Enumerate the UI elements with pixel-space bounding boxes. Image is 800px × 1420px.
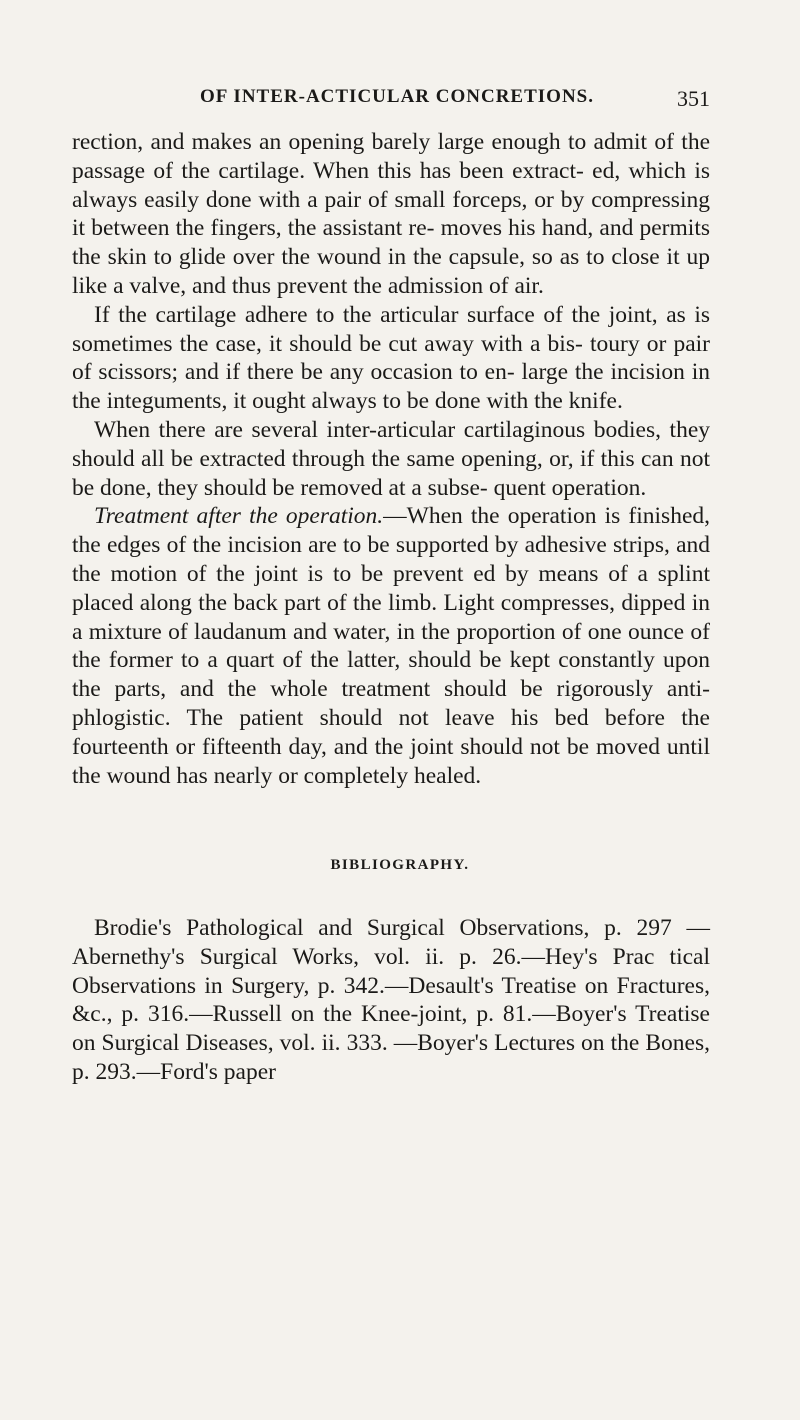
treatment-heading: Treatment after the operation. [94, 503, 384, 530]
bibliography-heading: BIBLIOGRAPHY. [330, 857, 470, 873]
bibliography [72, 914, 710, 1087]
treatment-text: —When the operation is finished, the edges of the incision are to be supported by adhesive strips, and the motion of the joint is to be prevent ed by means of a splint placed along the back part of the limb. Light compresses, dipped in a mixture of laudanum and water, in the proportion of one ounce of the former to a quart of the latter, should be kept constantly upon the parts, and the whole treatment should be rigorously anti- phlogistic. The patient should not leave his bed before the fourteenth or fifteenth day, and the joint should not be moved until the wound has nearly or completely healed. [72, 503, 710, 789]
main-text [72, 128, 710, 790]
paragraph: If the cartilage adhere to the articular surface of the joint, as is sometimes the case, it should be cut away with a bis- toury or pair of scissors; and if there be any occasion to en- large the incision in the integuments, it ought always to be done with the knife. [72, 301, 710, 415]
treatment-paragraph [72, 502, 710, 790]
running-title: OF INTER-ACTICULAR CONCRETIONS. [200, 86, 594, 107]
paragraph: rection, and makes an opening barely large enough to admit of the passage of the cartilage. When this has been extract- ed, which is always easily done with a pair of small forceps, or by compressing it between the fingers, the assistant re- moves his hand, and permits the skin to glide over the wound in the capsule, so as to close it up like a valve, and thus prevent the admission of air. [72, 129, 710, 299]
page-number: 351 [677, 86, 710, 111]
running-head [200, 86, 710, 116]
paragraph: When there are several inter-articular cartilaginous bodies, they should all be extracted through the same opening, or, if this can not be done, they should be removed at a subse- quent operation. [72, 416, 710, 501]
bibliography-text: Brodie's Pathological and Surgical Observations, p. 297 —Abernethy's Surgical Works, vol. ii. p. 26.—Hey's Prac tical Observations in Surgery, p. 342.—Desault's Treatise on Fractures, &c., p. 316.—Russell on the Knee-joint, p. 81.—Boyer's Treatise on Surgical Diseases, vol. ii. 333. —Boyer's Lectures on the Bones, p. 293.—Ford's paper [72, 915, 710, 1085]
